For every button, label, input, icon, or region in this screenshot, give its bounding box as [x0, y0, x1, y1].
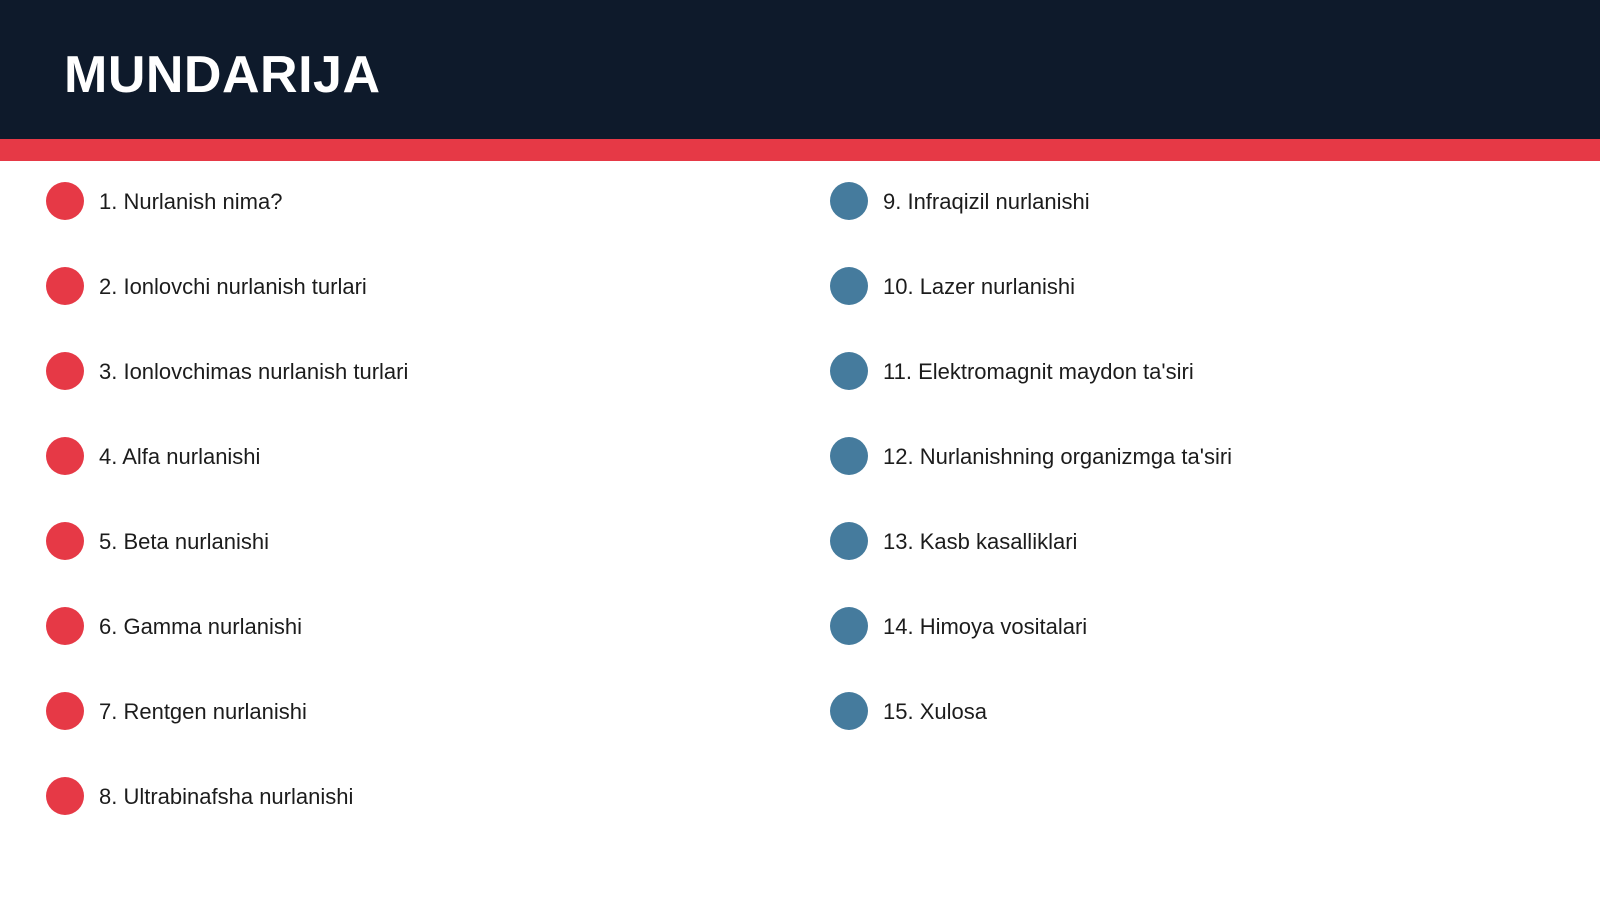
bullet-dot-icon	[830, 182, 868, 220]
toc-item-label: 15. Xulosa	[883, 699, 987, 724]
toc-item[interactable]	[830, 351, 1570, 436]
bullet-dot-icon	[46, 352, 84, 390]
bullet-dot-icon	[830, 607, 868, 645]
toc-item[interactable]	[46, 691, 786, 776]
toc-item-label: 14. Himoya vositalari	[883, 614, 1088, 639]
bullet-dot-icon	[46, 182, 84, 220]
toc-item[interactable]	[46, 776, 786, 861]
toc-item-label: 1. Nurlanish nima?	[99, 189, 283, 214]
bullet-dot-icon	[46, 267, 84, 305]
bullet-dot-icon	[46, 692, 84, 730]
toc-item[interactable]	[830, 691, 1570, 776]
toc-item[interactable]	[46, 436, 786, 521]
toc-left-column	[46, 181, 786, 861]
toc-item[interactable]	[830, 436, 1570, 521]
toc-item[interactable]	[830, 181, 1570, 266]
toc-item[interactable]	[830, 606, 1570, 691]
toc-item-label: 2. Ionlovchi nurlanish turlari	[99, 274, 367, 299]
toc-right-column	[830, 181, 1570, 776]
toc-item-label: 11. Elektromagnit maydon ta'siri	[883, 359, 1194, 384]
toc-item[interactable]	[830, 521, 1570, 606]
toc-item-label: 4. Alfa nurlanishi	[99, 444, 261, 469]
bullet-dot-icon	[830, 522, 868, 560]
toc-item-label: 7. Rentgen nurlanishi	[99, 699, 307, 724]
toc-item[interactable]	[46, 351, 786, 436]
toc-item[interactable]	[46, 606, 786, 691]
toc-item-label: 13. Kasb kasalliklari	[883, 529, 1078, 554]
bullet-dot-icon	[830, 692, 868, 730]
bullet-dot-icon	[830, 352, 868, 390]
toc-item-label: 10. Lazer nurlanishi	[883, 274, 1076, 299]
toc-item-label: 12. Nurlanishning organizmga ta'siri	[883, 444, 1233, 469]
bullet-dot-icon	[830, 437, 868, 475]
header-bar	[0, 0, 1600, 139]
toc-item-label: 3. Ionlovchimas nurlanish turlari	[99, 359, 409, 384]
toc-item-label: 5. Beta nurlanishi	[99, 529, 269, 554]
toc-item[interactable]	[46, 521, 786, 606]
bullet-dot-icon	[46, 607, 84, 645]
toc-item[interactable]	[46, 181, 786, 266]
toc-item-label: 9. Infraqizil nurlanishi	[883, 189, 1090, 214]
toc-item-label: 6. Gamma nurlanishi	[99, 614, 302, 639]
bullet-dot-icon	[46, 777, 84, 815]
toc-item[interactable]	[830, 266, 1570, 351]
bullet-dot-icon	[46, 437, 84, 475]
bullet-dot-icon	[830, 267, 868, 305]
toc-item[interactable]	[46, 266, 786, 351]
toc-item-label: 8. Ultrabinafsha nurlanishi	[99, 784, 354, 809]
page-title: MUNDARIJA	[64, 46, 381, 104]
accent-stripe	[0, 139, 1600, 161]
bullet-dot-icon	[46, 522, 84, 560]
